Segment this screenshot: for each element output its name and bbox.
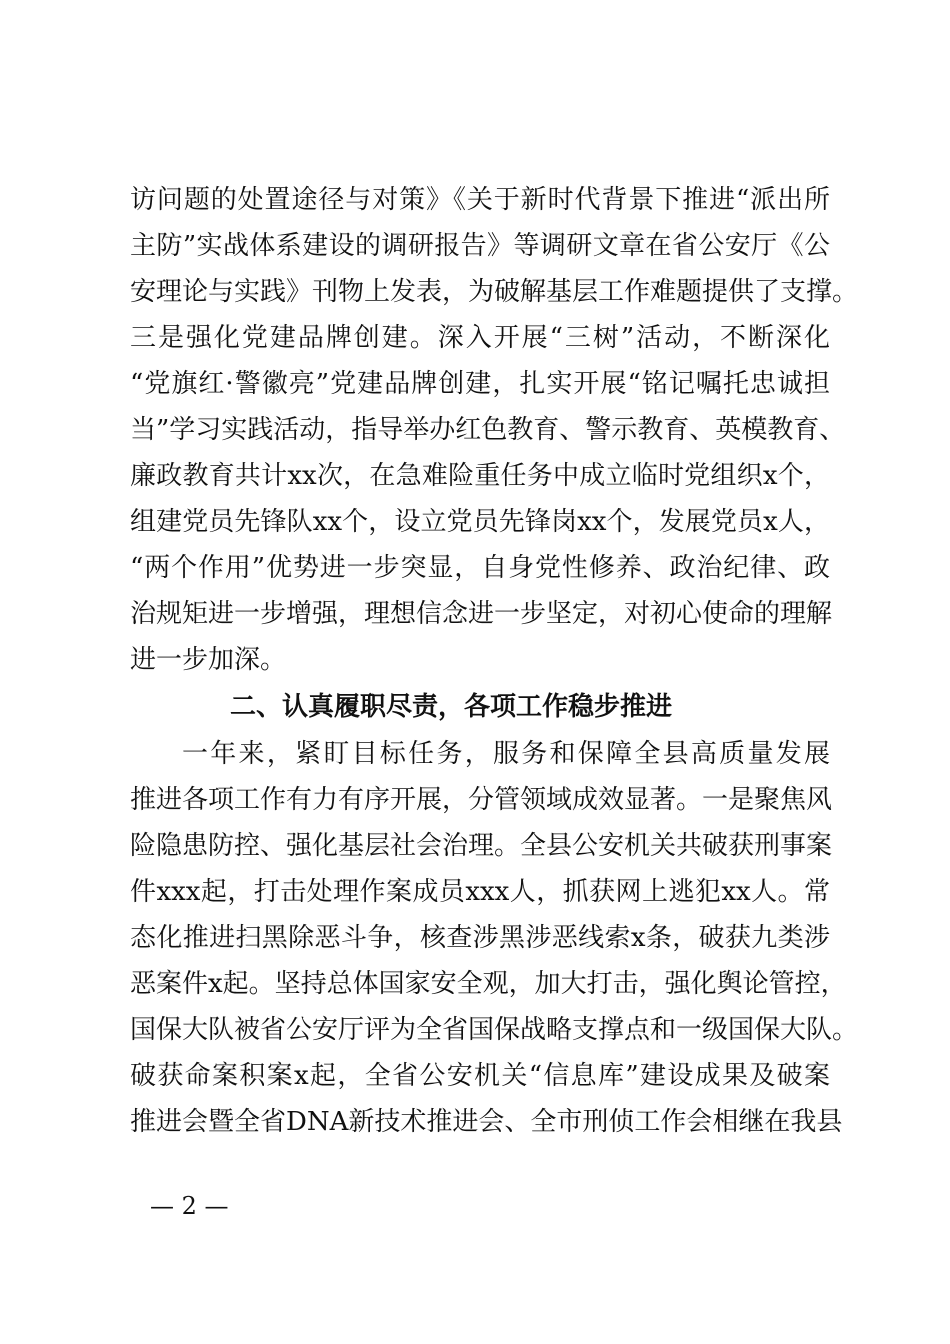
paragraph-line: 访问题的处置途径与对策》《关于新时代背景下推进“派出所 [130, 185, 830, 215]
paragraph-line: 进一步加深。 [130, 645, 287, 675]
paragraph-line: 推进各项工作有力有序开展，分管领域成效显著。一是聚焦风 [130, 785, 833, 815]
paragraph-line: 推进会暨全省DNA新技术推进会、全市刑侦工作会相继在我县 [130, 1107, 843, 1137]
paragraph-line: 三是强化党建品牌创建。深入开展“三树”活动，不断深化 [130, 323, 830, 353]
paragraph-line: 廉政教育共计xx次，在急难险重任务中成立临时党组织x个， [130, 461, 830, 491]
paragraph-line: “党旗红·警徽亮”党建品牌创建，扎实开展“铭记嘱托忠诚担 [130, 369, 830, 399]
paragraph-line: 安理论与实践》刊物上发表，为破解基层工作难题提供了支撑。 [130, 277, 859, 307]
paragraph-line: 一年来，紧盯目标任务，服务和保障全县高质量发展 [182, 739, 830, 769]
page-number: — 2 — [150, 1192, 229, 1220]
paragraph-line: 主防”实战体系建设的调研报告》等调研文章在省公安厅《公 [130, 231, 830, 261]
paragraph-line: “两个作用”优势进一步突显，自身党性修养、政治纪律、政 [130, 553, 830, 583]
paragraph-line: 态化推进扫黑除恶斗争，核查涉黑涉恶线索x条，破获九类涉 [130, 923, 830, 953]
section-heading: 二、认真履职尽责，各项工作稳步推进 [230, 692, 673, 722]
paragraph-line: 治规矩进一步增强，理想信念进一步坚定，对初心使命的理解 [130, 599, 833, 629]
paragraph-line: 国保大队被省公安厅评为全省国保战略支撑点和一级国保大队。 [130, 1015, 859, 1045]
paragraph-line: 破获命案积案x起，全省公安机关“信息库”建设成果及破案 [130, 1061, 830, 1091]
paragraph-line: 件xxx起，打击处理作案成员xxx人，抓获网上逃犯xx人。常 [130, 877, 830, 907]
paragraph-line: 当”学习实践活动，指导举办红色教育、警示教育、英模教育、 [130, 415, 846, 445]
paragraph-line: 险隐患防控、强化基层社会治理。全县公安机关共破获刑事案 [130, 831, 833, 861]
paragraph-line: 恶案件x起。坚持总体国家安全观，加大打击，强化舆论管控， [130, 969, 847, 999]
paragraph-line: 组建党员先锋队xx个，设立党员先锋岗xx个，发展党员x人， [130, 507, 830, 537]
